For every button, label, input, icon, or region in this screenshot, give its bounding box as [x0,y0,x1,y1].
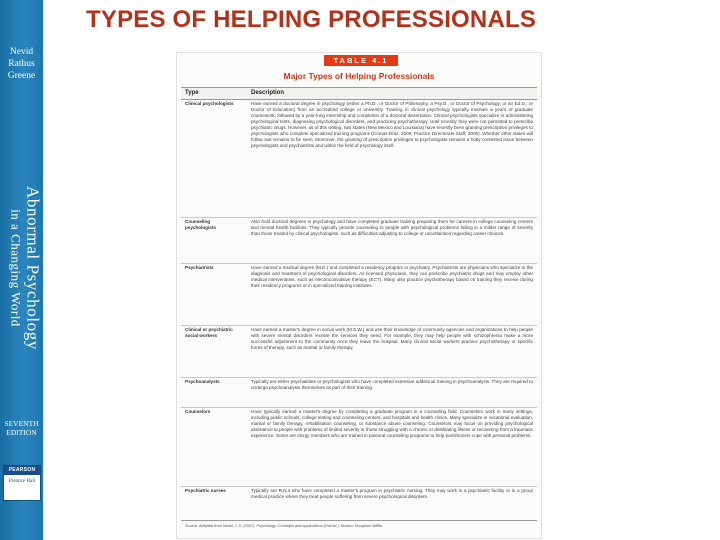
row-description: Typically are either psychiatrists or psychologists who have completed extensive additional training in psychoanalysis. They are required to undergo psychoanalysis themselves as part of their training. [251,379,533,391]
publisher-imprint: Prentice Hall [8,479,36,484]
row-type: Clinical psychologists [185,101,234,106]
table-row [181,325,537,378]
book-title-line1: Abnormal Psychology [23,186,43,350]
row-type: Counselors [185,409,211,414]
row-type: Psychiatrists [185,265,214,270]
row-type: Psychiatric nurses [185,488,226,493]
table-row [181,377,537,408]
table-row [181,217,537,264]
book-title-line2: in a Changing World [8,209,24,327]
table-caption: Major Types of Helping Professionals [283,71,435,81]
table-source-note: Source: Adapted from Nevid, J. S. (2007). Psychology: Concepts and applications (2nd ed.). Boston: Houghton Mifflin. [185,524,384,528]
author-name: Rathus [8,59,35,69]
table-row [181,99,537,218]
publisher-name: PEARSON [4,466,40,475]
row-description: Have earned a medical degree (M.D.) and completed a residency program in psychiatry. Psychiatrists are physicians who specialize in the diagnosis and treatment of psychological disorders. As licensed physicians, they can prescribe psychiatric drugs and may employ other medical interventions, such as electroconvulsive therapy (ECT). Many also practice psychotherapy based on training they receive during their residency programs or in specialized training institutes. [251,265,533,289]
row-type: Clinical or psychiatric social workers [185,327,233,338]
row-description: Also hold doctoral degrees in psychology and have completed graduate training preparing them for careers in college counseling centers and mental health facilities. They typically provide counseling to people with psychological problems falling in a milder range of severity than those treated by clinical psychologists, such as difficulties adjusting to college or uncertainties regarding career choices. [251,219,533,237]
table-row [181,263,537,326]
author-name: Nevid [9,47,34,57]
book-edition [0,419,43,437]
header-type: Type [185,90,199,96]
book-spine [0,0,43,540]
edition-line: SEVENTH [4,419,39,428]
edition-line: EDITION [6,428,37,437]
table-row [181,407,537,487]
slide-title: TYPES OF HELPING PROFESSIONALS [86,6,537,33]
table-number-label: TABLE 4.1 [324,55,398,66]
row-description: Have earned a master's degree in social work (M.S.W.) and use their knowledge of community agencies and organizations to help people with severe mental disorders receive the services they need. For example, they may help people with schizophrenia make a more successful adjustment to the community once they leave the hospital. Many clinical social workers practice psychotherapy or specific forms of therapy, such as marital or family therapy. [251,327,533,351]
publisher-logo [3,465,41,501]
table-figure [176,52,542,539]
row-description: Typically are R.N.s who have completed a master's program in psychiatric nursing. They may work in a psychiatric facility or in a group medical practice where they treat people suffering from severe psychological disorders. [251,488,533,500]
row-description: Have earned a doctoral degree in psychology (either a Ph.D., or Doctor of Philosophy, a Psy.D., or Doctor of Psychology, or an Ed.D., or Doctor of Education) from an accredited college or university. Training in clinical psychology typically involves a years of graduate coursework, followed by a year-long internship and completion of a doctoral dissertation. Clinical psychologists specialize in administering psychological tests, diagnosing psychological disorders, and practicing psychotherapy. Until recently they were not permitted to prescribe psychiatric drugs. However, as of this writing, two states (New Mexico and Louisiana) have recently been granting prescription privileges to psychologists who complete specialized training programs (Comas-Díaz, 2006; Practice Directorate Staff, 2005). Whether other states will follow suit remains to be seen. Moreover, the granting of prescription privileges to psychologists remains a hotly contested issue between psychologists and psychiatrists and within the field of psychology itself. [251,101,533,149]
row-type: Counseling psychologists [185,219,216,230]
author-name: Greene [7,71,36,81]
book-authors [0,46,43,82]
table-row [181,486,537,521]
book-title [3,136,43,401]
row-type: Psychoanalysts [185,379,220,384]
row-description: Have typically earned a master's degree by completing a graduate program in a counseling field. Counselors work in many settings, including public schools, college testing and counseling centers, and hospitals and health clinics. Many specialize in vocational evaluation, marital or family therapy, rehabilitation counseling, or substance abuse counseling. Counselors may focus on providing psychological assistance to people with problems of limited severity or those struggling with a chronic or debilitating illness or recovering from a traumatic experience. Some are clergy members who are trained in pastoral counseling programs to help parishioners cope with personal problems. [251,409,533,439]
header-description: Description [251,90,285,96]
